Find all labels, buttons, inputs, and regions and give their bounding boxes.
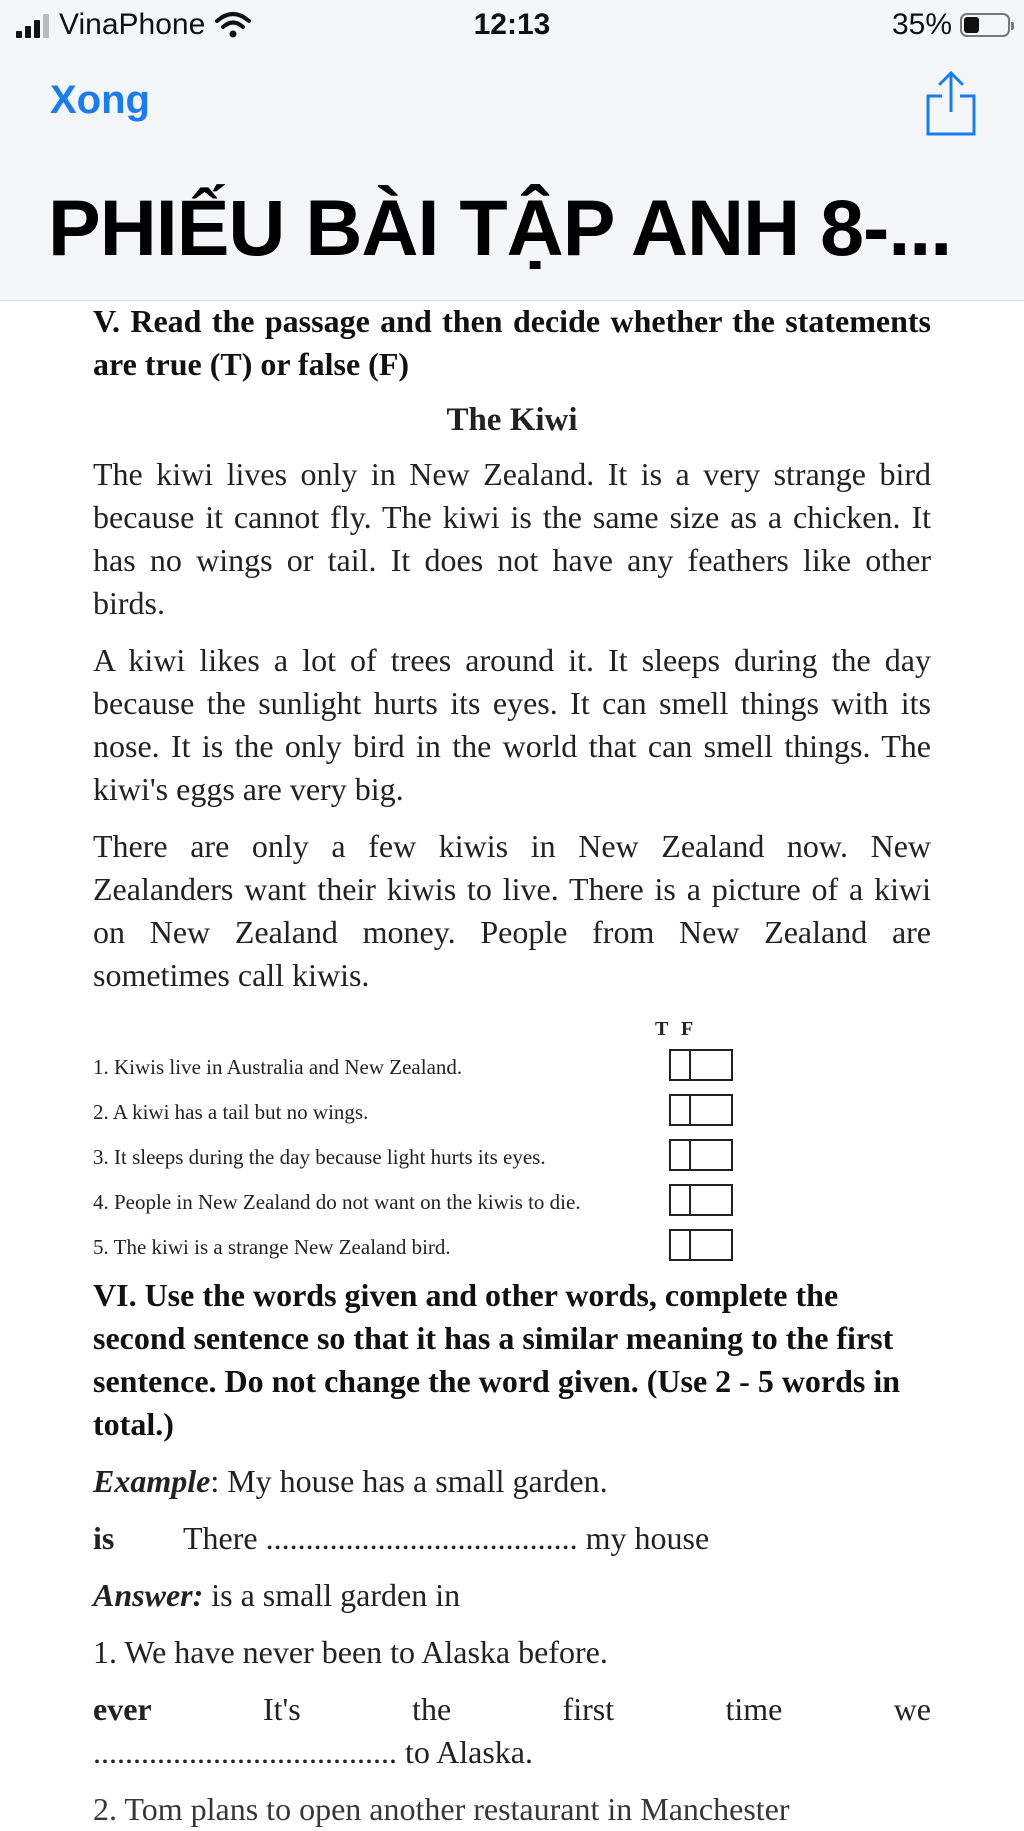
- answer-text: is a small garden in: [203, 1577, 461, 1613]
- statement-list: [93, 1049, 931, 1274]
- statement-item: [93, 1139, 931, 1184]
- viewer-header: [0, 0, 1024, 301]
- line-word: the: [412, 1691, 452, 1727]
- example-transform-line: [93, 1517, 931, 1560]
- answer-label: Answer:: [93, 1577, 204, 1613]
- statement-text: 5. The kiwi is a strange New Zealand bird.: [93, 1235, 451, 1259]
- done-button[interactable]: Xong: [50, 78, 150, 122]
- example-sentence: [93, 1460, 931, 1503]
- statement-item: [93, 1049, 931, 1094]
- line-word: It's: [262, 1691, 301, 1727]
- passage-paragraph-3: There are only a few kiwis in New Zealand now. New Zealanders want their kiwis to live. There is a picture of a kiwi on New Zealand money. People from New Zealand are sometimes call kiwis.: [93, 828, 931, 993]
- status-time: 12:13: [473, 8, 551, 41]
- example-blank-line: There ....................................... my house: [183, 1520, 710, 1556]
- question-1-key-word: ever: [93, 1691, 152, 1727]
- document-page: [93, 300, 931, 1831]
- line-word: first: [562, 1691, 615, 1727]
- example-label: Example: [93, 1463, 211, 1499]
- passage-paragraph-2: A kiwi likes a lot of trees around it. It sleeps during the day because the sunlight hurts its eyes. It can smell things with its nose. It is the only bird in the world that can smell things. The kiwi's eggs are very big.: [93, 642, 931, 807]
- passage-paragraph-1: The kiwi lives only in New Zealand. It is a very strange bird because it cannot fly. The kiwi is the same size as a chicken. It has no wings or tail. It does not have any feathers like other birds.: [93, 456, 931, 621]
- question-2: 2. Tom plans to open another restaurant in Manchester: [93, 1791, 790, 1827]
- battery-icon: [960, 13, 1010, 37]
- statement-text: 2. A kiwi has a tail but no wings.: [93, 1100, 369, 1124]
- line-word: we: [893, 1691, 931, 1727]
- statement-item: [93, 1229, 931, 1274]
- question-1-transform-line: [93, 1688, 931, 1731]
- statement-text: 1. Kiwis live in Australia and New Zealand.: [93, 1055, 463, 1079]
- status-bar: [0, 0, 1024, 52]
- statement-text: 3. It sleeps during the day because light hurts its eyes.: [93, 1145, 546, 1169]
- question-1: 1. We have never been to Alaska before.: [93, 1634, 608, 1670]
- example-key-word: is: [93, 1520, 115, 1556]
- tf-answer-box[interactable]: [669, 1049, 733, 1081]
- tf-column-header: T F: [655, 1018, 698, 1040]
- question-1-blank-line: ...................................... to Alaska.: [93, 1734, 533, 1770]
- example-answer: [93, 1574, 931, 1617]
- statement-item: [93, 1094, 931, 1139]
- carrier-name: VinaPhone: [59, 8, 206, 41]
- tf-answer-box[interactable]: [669, 1139, 733, 1171]
- tf-answer-box[interactable]: [669, 1094, 733, 1126]
- tf-answer-box[interactable]: [669, 1184, 733, 1216]
- statement-item: [93, 1184, 931, 1229]
- tf-answer-box[interactable]: [669, 1229, 733, 1261]
- section-5-heading: V. Read the passage and then decide whether the statements are true (T) or false (F): [93, 303, 931, 382]
- statement-text: 4. People in New Zealand do not want on the kiwis to die.: [93, 1190, 581, 1214]
- passage-title: The Kiwi: [446, 402, 578, 438]
- share-icon[interactable]: [924, 70, 978, 138]
- line-word: time: [725, 1691, 783, 1727]
- battery-percent: 35%: [891, 8, 952, 41]
- section-6-heading: VI. Use the words given and other words, complete the second sentence so that it has a similar meaning to the first sentence. Do not change the word given. (Use 2 - 5 words in total.): [93, 1277, 901, 1442]
- example-text: : My house has a small garden.: [210, 1463, 608, 1499]
- document-title: PHIẾU BÀI TẬP ANH 8-...: [48, 183, 952, 272]
